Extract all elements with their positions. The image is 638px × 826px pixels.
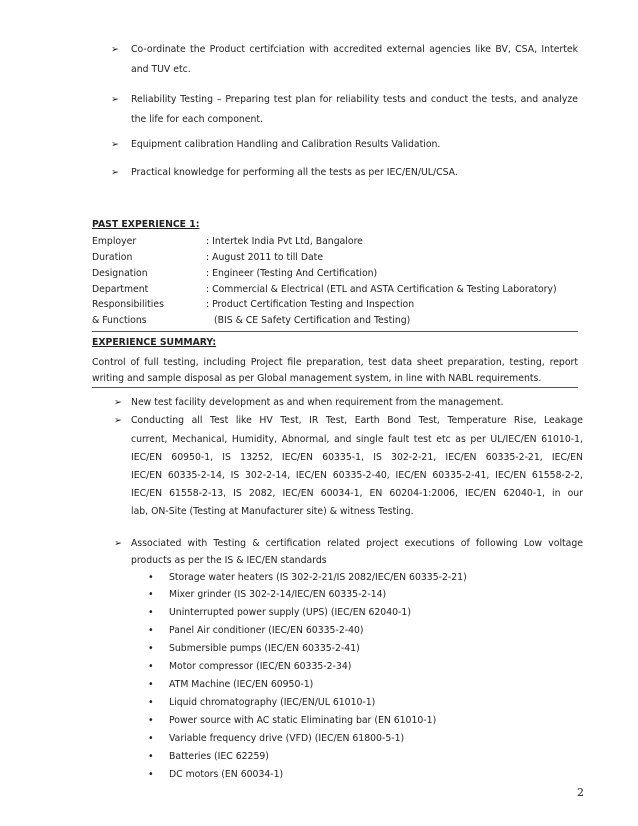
list-item-line: Co-ordinate the Product certifciation with accredited external agencies like BV, CSA, Intertek xyxy=(131,44,578,55)
section-divider xyxy=(92,331,578,332)
bullet-dot-icon: • xyxy=(148,697,154,708)
summary-bullet-line: lab, ON-Site (Testing at Manufacturer site) & witness Testing. xyxy=(131,506,414,517)
product-item: Motor compressor (IEC/EN 60335-2-34) xyxy=(169,661,352,672)
bullet-dot-icon: • xyxy=(148,661,154,672)
bullet-dot-icon: • xyxy=(148,589,154,600)
product-item: ATM Machine (IEC/EN 60950-1) xyxy=(169,679,314,690)
list-item-line: Practical knowledge for performing all the tests as per IEC/EN/UL/CSA. xyxy=(131,167,458,178)
detail-label: Department xyxy=(92,284,149,295)
list-item-line: Equipment calibration Handling and Calibration Results Validation. xyxy=(131,139,441,150)
product-item: Storage water heaters (IS 302-2-21/IS 2082/IEC/EN 60335-2-21) xyxy=(169,572,467,583)
product-item: Variable frequency drive (VFD) (IEC/EN 61800-5-1) xyxy=(169,733,405,744)
summary-bullet-line: IEC/EN 60335-2-14, IS 302-2-14, IEC/EN 60335-2-40, IEC/EN 60335-2-41, IEC/EN 61558-2-2, xyxy=(131,470,583,481)
arrow-bullet-icon: ➢ xyxy=(111,94,119,105)
product-item: DC motors (EN 60034-1) xyxy=(169,769,284,780)
summary-bullet-line: products as per the IS & IEC/EN standards xyxy=(131,555,327,566)
detail-value: : Intertek India Pvt Ltd, Bangalore xyxy=(206,236,363,247)
bullet-dot-icon: • xyxy=(148,572,154,583)
experience-summary-heading: EXPERIENCE SUMMARY: xyxy=(92,337,217,348)
detail-label: Designation xyxy=(92,268,148,279)
summary-paragraph-line: writing and sample disposal as per Global management system, in line with NABL requirements. xyxy=(92,373,542,384)
summary-bullet-line: current, Mechanical, Humidity, Abnormal, and single fault test etc as per UL/IEC/EN 61010-1, xyxy=(131,434,583,445)
arrow-bullet-icon: ➢ xyxy=(111,44,119,55)
arrow-bullet-icon: ➢ xyxy=(114,415,122,426)
detail-value: (BIS & CE Safety Certification and Testing) xyxy=(214,315,411,326)
arrow-bullet-icon: ➢ xyxy=(114,397,122,408)
page-number: 2 xyxy=(577,786,584,799)
bullet-dot-icon: • xyxy=(148,679,154,690)
detail-value: : Engineer (Testing And Certification) xyxy=(206,268,378,279)
list-item-line: the life for each component. xyxy=(131,114,263,125)
bullet-dot-icon: • xyxy=(148,607,154,618)
detail-value: : August 2011 to till Date xyxy=(206,252,324,263)
bullet-dot-icon: • xyxy=(148,733,154,744)
product-item: Uninterrupted power supply (UPS) (IEC/EN 62040-1) xyxy=(169,607,411,618)
detail-label: & Functions xyxy=(92,315,147,326)
summary-bullet-line: Conducting all Test like HV Test, IR Test, Earth Bond Test, Temperature Rise, Leakage xyxy=(131,415,583,426)
product-item: Panel Air conditioner (IEC/EN 60335-2-40) xyxy=(169,625,364,636)
section-divider xyxy=(92,387,578,388)
detail-value: : Commercial & Electrical (ETL and ASTA Certification & Testing Laboratory) xyxy=(206,284,557,295)
product-item: Liquid chromatography (IEC/EN/UL 61010-1) xyxy=(169,697,376,708)
summary-bullet-line: IEC/EN 60950-1, IS 13252, IEC/EN 60335-1, IS 302-2-21, IEC/EN 60335-2-21, IEC/EN xyxy=(131,452,583,463)
product-item: Batteries (IEC 62259) xyxy=(169,751,269,762)
summary-bullet-line: New test facility development as and when requirement from the management. xyxy=(131,397,504,408)
arrow-bullet-icon: ➢ xyxy=(111,139,119,150)
detail-label: Duration xyxy=(92,252,133,263)
summary-paragraph-line: Control of full testing, including Project file preparation, test data sheet preparation, testing, report xyxy=(92,357,578,368)
arrow-bullet-icon: ➢ xyxy=(114,538,122,549)
list-item-line: Reliability Testing – Preparing test plan for reliability tests and conduct the tests, and analyze xyxy=(131,94,578,105)
bullet-dot-icon: • xyxy=(148,643,154,654)
bullet-dot-icon: • xyxy=(148,751,154,762)
arrow-bullet-icon: ➢ xyxy=(111,167,119,178)
detail-label: Responsibilities xyxy=(92,299,164,310)
bullet-dot-icon: • xyxy=(148,715,154,726)
past-experience-heading: PAST EXPERIENCE 1: xyxy=(92,219,200,230)
product-item: Submersible pumps (IEC/EN 60335-2-41) xyxy=(169,643,360,654)
summary-bullet-line: IEC/EN 61558-2-13, IS 2082, IEC/EN 60034-1, EN 60204-1:2006, IEC/EN 62040-1, in our xyxy=(131,488,583,499)
product-item: Power source with AC static Eliminating bar (EN 61010-1) xyxy=(169,715,437,726)
list-item-line: and TUV etc. xyxy=(131,64,191,75)
detail-value: : Product Certification Testing and Inspection xyxy=(206,299,415,310)
detail-label: Employer xyxy=(92,236,137,247)
bullet-dot-icon: • xyxy=(148,625,154,636)
summary-bullet-line: Associated with Testing & certification related project executions of following Low voltage xyxy=(131,538,583,549)
product-item: Mixer grinder (IS 302-2-14/IEC/EN 60335-2-14) xyxy=(169,589,387,600)
bullet-dot-icon: • xyxy=(148,769,154,780)
